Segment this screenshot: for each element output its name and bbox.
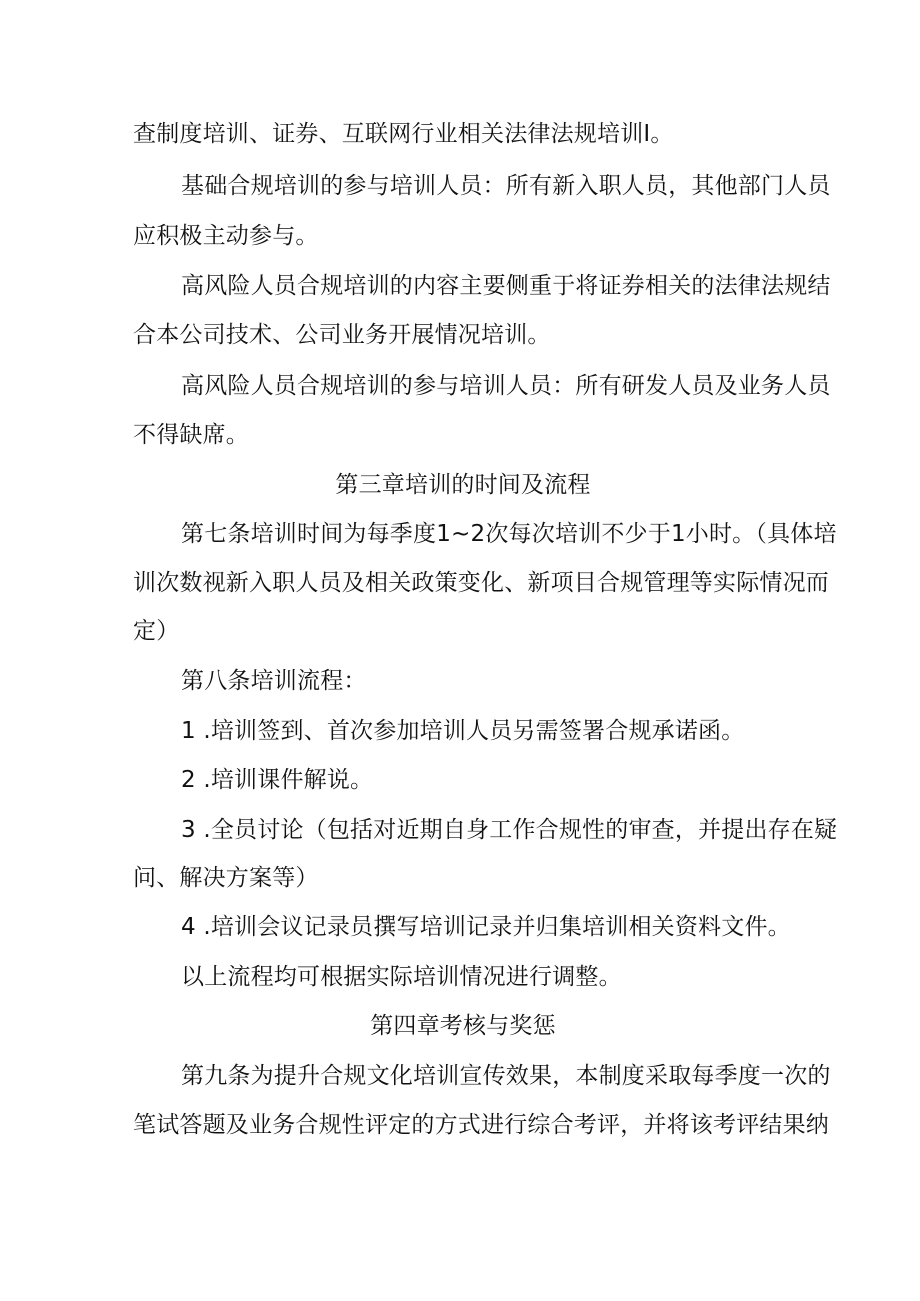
paragraph-line: 训次数视新入职人员及相关政策变化、新项目合规管理等实际情况而 [133, 570, 829, 596]
list-item: 1 .培训签到、首次参加培训人员另需签署合规承诺函。 [181, 718, 745, 744]
chapter-heading: 第四章考核与奖惩 [370, 1013, 556, 1039]
paragraph-line: 高风险人员合规培训的参与培训人员：所有研发人员及业务人员 [181, 373, 831, 399]
paragraph-line: 笔试答题及业务合规性评定的方式进行综合考评，并将该考评结果纳 [133, 1112, 829, 1138]
list-item: 4 .培训会议记录员撰写培训记录并归集培训相关资料文件。 [181, 914, 791, 940]
paragraph-line: 高风险人员合规培训的内容主要侧重于将证券相关的法律法规结 [181, 273, 831, 299]
paragraph-line: 应积极主动参与。 [133, 223, 319, 249]
article-heading: 第八条培训流程： [181, 668, 367, 694]
paragraph-line: 基础合规培训的参与培训人员：所有新入职人员，其他部门人员 [181, 173, 831, 199]
list-item-continuation: 问、解决方案等） [133, 865, 319, 891]
list-item: 2 .培训课件解说。 [181, 767, 374, 793]
paragraph-line: 查制度培训、证券、互联网行业相关法律法规培训I。 [133, 121, 674, 147]
paragraph-line: 第九条为提升合规文化培训宣传效果，本制度采取每季度一次的 [181, 1063, 831, 1089]
paragraph-line: 第七条培训时间为每季度1~2次每次培训不少于1小时。（具体培 [181, 521, 837, 547]
paragraph-line: 合本公司技术、公司业务开展情况培训。 [133, 322, 551, 348]
paragraph-line: 以上流程均可根据实际培训情况进行调整。 [181, 964, 622, 990]
paragraph-line: 定） [133, 618, 180, 644]
chapter-heading: 第三章培训的时间及流程 [335, 472, 591, 498]
list-item: 3 .全员讨论（包括对近期自身工作合规性的审查，并提出存在疑 [181, 817, 838, 843]
paragraph-line: 不得缺席。 [133, 422, 249, 448]
